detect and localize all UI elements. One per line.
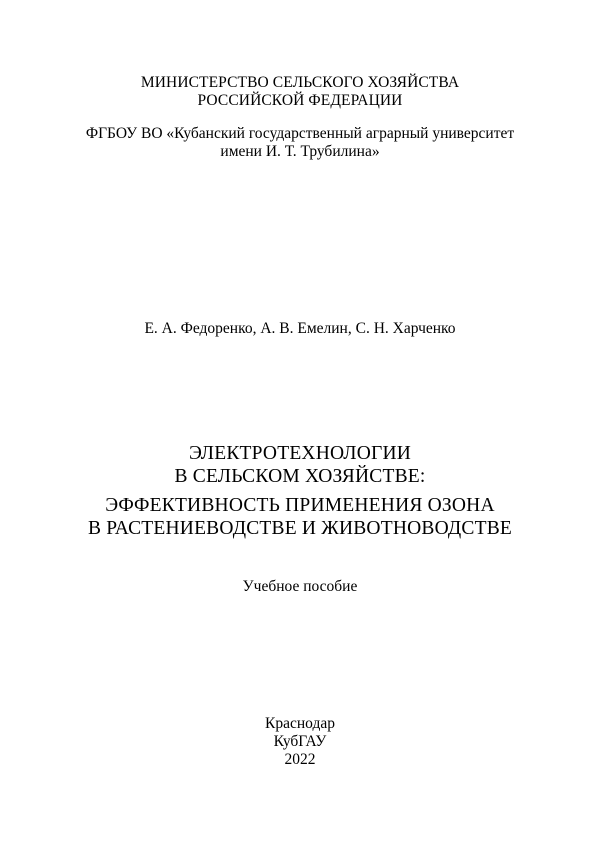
publication-type: Учебное пособие [242, 578, 358, 595]
book-title-line-1: ЭЛЕКТРОТЕХНОЛОГИИ [188, 443, 412, 464]
book-title-line-3: ЭФФЕКТИВНОСТЬ ПРИМЕНЕНИЯ ОЗОНА [105, 495, 495, 516]
university-name-line-2: имени И. Т. Трубилина» [220, 143, 380, 160]
ministry-name-line-1: МИНИСТЕРСТВО СЕЛЬСКОГО ХОЗЯЙСТВА [140, 74, 460, 91]
imprint-year: 2022 [284, 751, 316, 768]
ministry-name-line-2: РОССИЙСКОЙ ФЕДЕРАЦИИ [197, 92, 403, 109]
imprint-publisher: КубГАУ [273, 733, 327, 750]
authors: Е. А. Федоренко, А. В. Емелин, С. Н. Харченко [144, 320, 456, 337]
university-name-line-1: ФГБОУ ВО «Кубанский государственный аграрный университет [85, 125, 515, 142]
book-title-line-2: В СЕЛЬСКОМ ХОЗЯЙСТВЕ: [174, 466, 426, 487]
imprint-city: Краснодар [265, 715, 335, 732]
book-title-line-4: В РАСТЕНИЕВОДСТВЕ И ЖИВОТНОВОДСТВЕ [87, 518, 513, 539]
